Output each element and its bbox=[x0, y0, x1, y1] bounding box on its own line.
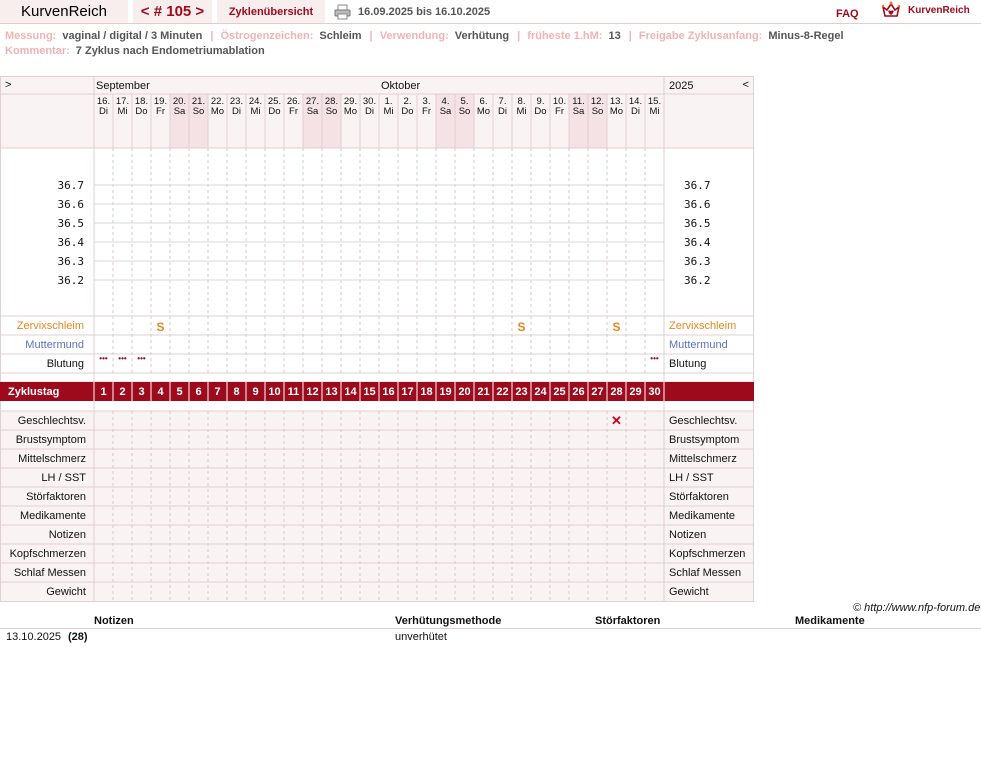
date-label: 24. bbox=[248, 96, 263, 107]
temp-label-left: 36.3 bbox=[57, 255, 84, 268]
top-bar bbox=[0, 0, 981, 24]
date-label: 22. bbox=[210, 96, 225, 107]
date-label: 5. bbox=[460, 96, 469, 107]
zyklustag-number: 3 bbox=[138, 386, 145, 398]
extra-row-label-right: Notizen bbox=[669, 529, 707, 541]
date-label: 13. bbox=[609, 96, 624, 107]
zyklustag-number: 25 bbox=[553, 386, 566, 398]
weekday-label: Mo bbox=[609, 106, 624, 117]
copyright-link[interactable]: © http://www.nfp-forum.de bbox=[853, 602, 981, 614]
weekday-label: So bbox=[325, 106, 338, 117]
date-label: 7. bbox=[498, 96, 507, 107]
weekday-label: Do bbox=[268, 106, 281, 117]
weekday-label: Fr bbox=[555, 106, 564, 117]
date-label: 16. bbox=[96, 96, 111, 107]
zyklustag-number: 13 bbox=[325, 386, 338, 398]
weekday-label: Di bbox=[498, 106, 507, 117]
temp-label-left: 36.5 bbox=[57, 217, 84, 230]
weekday-label: Mo bbox=[210, 106, 225, 117]
temp-label-left: 36.6 bbox=[57, 198, 84, 211]
weekday-label: So bbox=[192, 106, 205, 117]
date-label: 25. bbox=[267, 96, 282, 107]
fruehest-value: 13 bbox=[608, 30, 621, 42]
weekday-label: So bbox=[591, 106, 604, 117]
geschlechtsverkehr-mark: ✕ bbox=[611, 413, 622, 428]
weekday-label: Fr bbox=[422, 106, 431, 117]
zyklustag-number: 27 bbox=[591, 386, 604, 398]
label-zyklustag: Zyklustag bbox=[8, 386, 60, 398]
year-label: 2025 bbox=[669, 80, 694, 92]
date-label: 9. bbox=[536, 96, 545, 107]
weekday-label: Sa bbox=[173, 106, 186, 117]
extra-row-label-right: Medikamente bbox=[669, 510, 736, 522]
zyklustag-number: 26 bbox=[572, 386, 585, 398]
zyklustag-number: 12 bbox=[306, 386, 319, 398]
logo-text[interactable]: KurvenReich bbox=[908, 5, 970, 16]
date-label: 18. bbox=[134, 96, 149, 107]
weekday-label: Di bbox=[365, 106, 374, 117]
freigabe-value: Minus-8-Regel bbox=[768, 30, 844, 42]
extra-row-label-right: Schlaf Messen bbox=[669, 567, 742, 579]
weekday-label: Do bbox=[534, 106, 547, 117]
col-header-notizen: Notizen bbox=[94, 615, 134, 627]
zyklustag-number: 23 bbox=[515, 386, 528, 398]
weekday-label: Do bbox=[135, 106, 148, 117]
blutung-mark: ••• bbox=[650, 354, 659, 363]
date-label: 3. bbox=[422, 96, 431, 107]
gap-bg bbox=[0, 373, 754, 382]
extra-row-label-right: LH / SST bbox=[669, 472, 714, 484]
temp-label-right: 36.6 bbox=[684, 198, 711, 211]
extra-row-label-left: Störfaktoren bbox=[26, 491, 86, 503]
zyklustag-number: 24 bbox=[534, 386, 547, 398]
weekday-label: Fr bbox=[156, 106, 165, 117]
temp-label-right: 36.7 bbox=[684, 179, 711, 192]
date-label: 27. bbox=[305, 96, 320, 107]
extra-row-label-right: Geschlechtsv. bbox=[669, 415, 738, 427]
date-label: 15. bbox=[647, 96, 662, 107]
footer-divider bbox=[0, 628, 981, 629]
zyklustag-number: 29 bbox=[629, 386, 642, 398]
weekday-label: Sa bbox=[439, 106, 452, 117]
extra-row-label-right: Gewicht bbox=[669, 586, 709, 598]
zyklustag-number: 4 bbox=[157, 386, 164, 398]
weekday-label: Mi bbox=[383, 106, 394, 117]
zyklustag-number: 18 bbox=[420, 386, 433, 398]
cycle-chart bbox=[0, 76, 760, 602]
date-label: 21. bbox=[191, 96, 206, 107]
oestrogen-label: Östrogenzeichen: bbox=[220, 30, 314, 42]
oestrogen-value: Schleim bbox=[319, 30, 362, 42]
zyklustag-number: 5 bbox=[176, 386, 183, 398]
entry-methode: unverhütet bbox=[395, 631, 447, 643]
printer-icon[interactable] bbox=[334, 4, 351, 20]
weekday-label: Di bbox=[631, 106, 640, 117]
month-label-oktober: Oktober bbox=[381, 80, 421, 92]
extra-row-label-left: Medikamente bbox=[19, 510, 86, 522]
weekday-label: Mi bbox=[516, 106, 527, 117]
blutung-mark: ••• bbox=[137, 354, 146, 363]
date-label: 26. bbox=[286, 96, 301, 107]
date-label: 4. bbox=[441, 96, 450, 107]
temp-label-right: 36.5 bbox=[684, 217, 711, 230]
zyklustag-number: 16 bbox=[382, 386, 395, 398]
zyklustag-number: 19 bbox=[439, 386, 452, 398]
freigabe-label: Freigabe Zyklusanfang: bbox=[638, 30, 763, 42]
zyklustag-number: 14 bbox=[344, 386, 357, 398]
zyklustag-number: 9 bbox=[252, 386, 259, 398]
app-title[interactable]: KurvenReich bbox=[0, 0, 128, 23]
header-divider bbox=[0, 23, 981, 24]
zyklustag-number: 1 bbox=[100, 386, 107, 398]
date-label: 6. bbox=[479, 96, 488, 107]
zervix-mark: S bbox=[156, 320, 165, 334]
weekday-label: Fr bbox=[289, 106, 298, 117]
fruehest-label: früheste 1.hM: bbox=[527, 30, 603, 42]
extra-row-label-left: Geschlechtsv. bbox=[17, 415, 86, 427]
weekday-label: Mi bbox=[117, 106, 128, 117]
date-label: 23. bbox=[229, 96, 244, 107]
temp-label-right: 36.4 bbox=[684, 236, 711, 249]
date-label: 2. bbox=[403, 96, 412, 107]
extra-row-label-left: LH / SST bbox=[41, 472, 86, 484]
zyklustag-number: 20 bbox=[458, 386, 471, 398]
info-line-1: Messung: vaginal / digital / 3 Minuten | Östrogenzeichen: Schleim | Verwendung: Verhütung | früheste 1.hM: 13 | Freigabe Zyklusanfang: Minus-8-Regel bbox=[5, 30, 844, 42]
col-header-stoerfaktoren: Störfaktoren bbox=[595, 615, 661, 627]
zyklustag-number: 10 bbox=[268, 386, 281, 398]
chart-nav-prev[interactable]: > bbox=[5, 79, 12, 91]
entry-cycle-day: (28) bbox=[68, 631, 88, 643]
temp-label-left: 36.7 bbox=[57, 179, 84, 192]
cycle-overview-link[interactable]: Zyklenübersicht bbox=[217, 0, 325, 23]
blutung-mark: ••• bbox=[118, 354, 127, 363]
weekday-label: Mi bbox=[250, 106, 261, 117]
date-label: 12. bbox=[590, 96, 605, 107]
label-blutung-right: Blutung bbox=[669, 358, 707, 370]
col-header-methode: Verhütungsmethode bbox=[395, 615, 502, 627]
date-range: 16.09.2025 bis 16.10.2025 bbox=[358, 6, 491, 18]
label-muttermund-right: Muttermund bbox=[669, 339, 728, 351]
zervix-mark: S bbox=[612, 320, 621, 334]
cycle-navigator[interactable]: < # 105 > bbox=[133, 0, 212, 23]
weekday-label: Mo bbox=[476, 106, 491, 117]
date-label: 14. bbox=[628, 96, 643, 107]
verwendung-label: Verwendung: bbox=[379, 30, 449, 42]
extra-row-label-left: Schlaf Messen bbox=[13, 567, 86, 579]
weekday-label: Do bbox=[401, 106, 414, 117]
zyklustag-number: 7 bbox=[214, 386, 221, 398]
weekday-label: Sa bbox=[572, 106, 585, 117]
zyklustag-number: 28 bbox=[610, 386, 623, 398]
blutung-mark: ••• bbox=[99, 354, 108, 363]
weekday-label: Mi bbox=[649, 106, 660, 117]
date-label: 28. bbox=[324, 96, 339, 107]
date-label: 17. bbox=[115, 96, 130, 107]
zyklustag-number: 2 bbox=[119, 386, 126, 398]
entry-date: 13.10.2025 bbox=[6, 631, 62, 643]
date-label: 10. bbox=[552, 96, 567, 107]
extra-row-label-right: Mittelschmerz bbox=[669, 453, 737, 465]
weekday-label: Sa bbox=[306, 106, 319, 117]
label-zervixschleim-left: Zervixschleim bbox=[16, 320, 84, 332]
zyklustag-number: 30 bbox=[648, 386, 661, 398]
zyklustag-number: 15 bbox=[363, 386, 376, 398]
zyklustag-number: 22 bbox=[496, 386, 509, 398]
temp-label-left: 36.2 bbox=[57, 274, 84, 287]
temp-label-right: 36.2 bbox=[684, 274, 711, 287]
label-muttermund-left: Muttermund bbox=[25, 339, 84, 351]
date-label: 1. bbox=[384, 96, 393, 107]
month-label-september: September bbox=[96, 80, 150, 92]
col-header-medikamente: Medikamente bbox=[795, 615, 865, 627]
zyklustag-number: 17 bbox=[401, 386, 414, 398]
extra-row-label-left: Brustsymptom bbox=[15, 434, 86, 446]
extra-row-label-right: Kopfschmerzen bbox=[669, 548, 746, 560]
zyklustag-number: 6 bbox=[195, 386, 202, 398]
date-label: 20. bbox=[172, 96, 187, 107]
weekday-label: Mo bbox=[343, 106, 358, 117]
weekday-label: Di bbox=[99, 106, 108, 117]
date-label: 19. bbox=[153, 96, 168, 107]
crown-heart-icon[interactable] bbox=[881, 1, 901, 19]
verwendung-value: Verhütung bbox=[454, 30, 510, 42]
zyklustag-number: 8 bbox=[233, 386, 240, 398]
weekday-label: So bbox=[458, 106, 471, 117]
faq-link[interactable]: FAQ bbox=[836, 8, 859, 20]
zyklustag-number: 11 bbox=[287, 386, 300, 398]
date-label: 30. bbox=[362, 96, 377, 107]
zervix-mark: S bbox=[517, 320, 526, 334]
temp-label-right: 36.3 bbox=[684, 255, 711, 268]
kommentar-value: 7 Zyklus nach Endometriumablation bbox=[75, 45, 265, 57]
weekday-label: Di bbox=[232, 106, 241, 117]
extra-row-label-right: Störfaktoren bbox=[669, 491, 729, 503]
info-line-2 bbox=[5, 45, 269, 57]
extra-row-label-left: Mittelschmerz bbox=[18, 453, 86, 465]
extra-row-label-left: Kopfschmerzen bbox=[9, 548, 86, 560]
messung-value: vaginal / digital / 3 Minuten bbox=[62, 30, 203, 42]
extra-row-label-right: Brustsymptom bbox=[669, 434, 740, 446]
extra-row-label-left: Notizen bbox=[48, 529, 86, 541]
extra-row-label-left: Gewicht bbox=[46, 586, 86, 598]
chart-nav-next[interactable]: < bbox=[742, 79, 749, 91]
date-label: 29. bbox=[343, 96, 358, 107]
label-blutung-left: Blutung bbox=[46, 358, 84, 370]
kommentar-label: Kommentar: bbox=[5, 45, 70, 57]
zyklustag-number: 21 bbox=[477, 386, 490, 398]
temp-label-left: 36.4 bbox=[57, 236, 84, 249]
label-zervixschleim-right: Zervixschleim bbox=[669, 320, 737, 332]
date-label: 11. bbox=[572, 96, 585, 107]
date-label: 8. bbox=[517, 96, 526, 107]
messung-label: Messung: bbox=[5, 30, 57, 42]
